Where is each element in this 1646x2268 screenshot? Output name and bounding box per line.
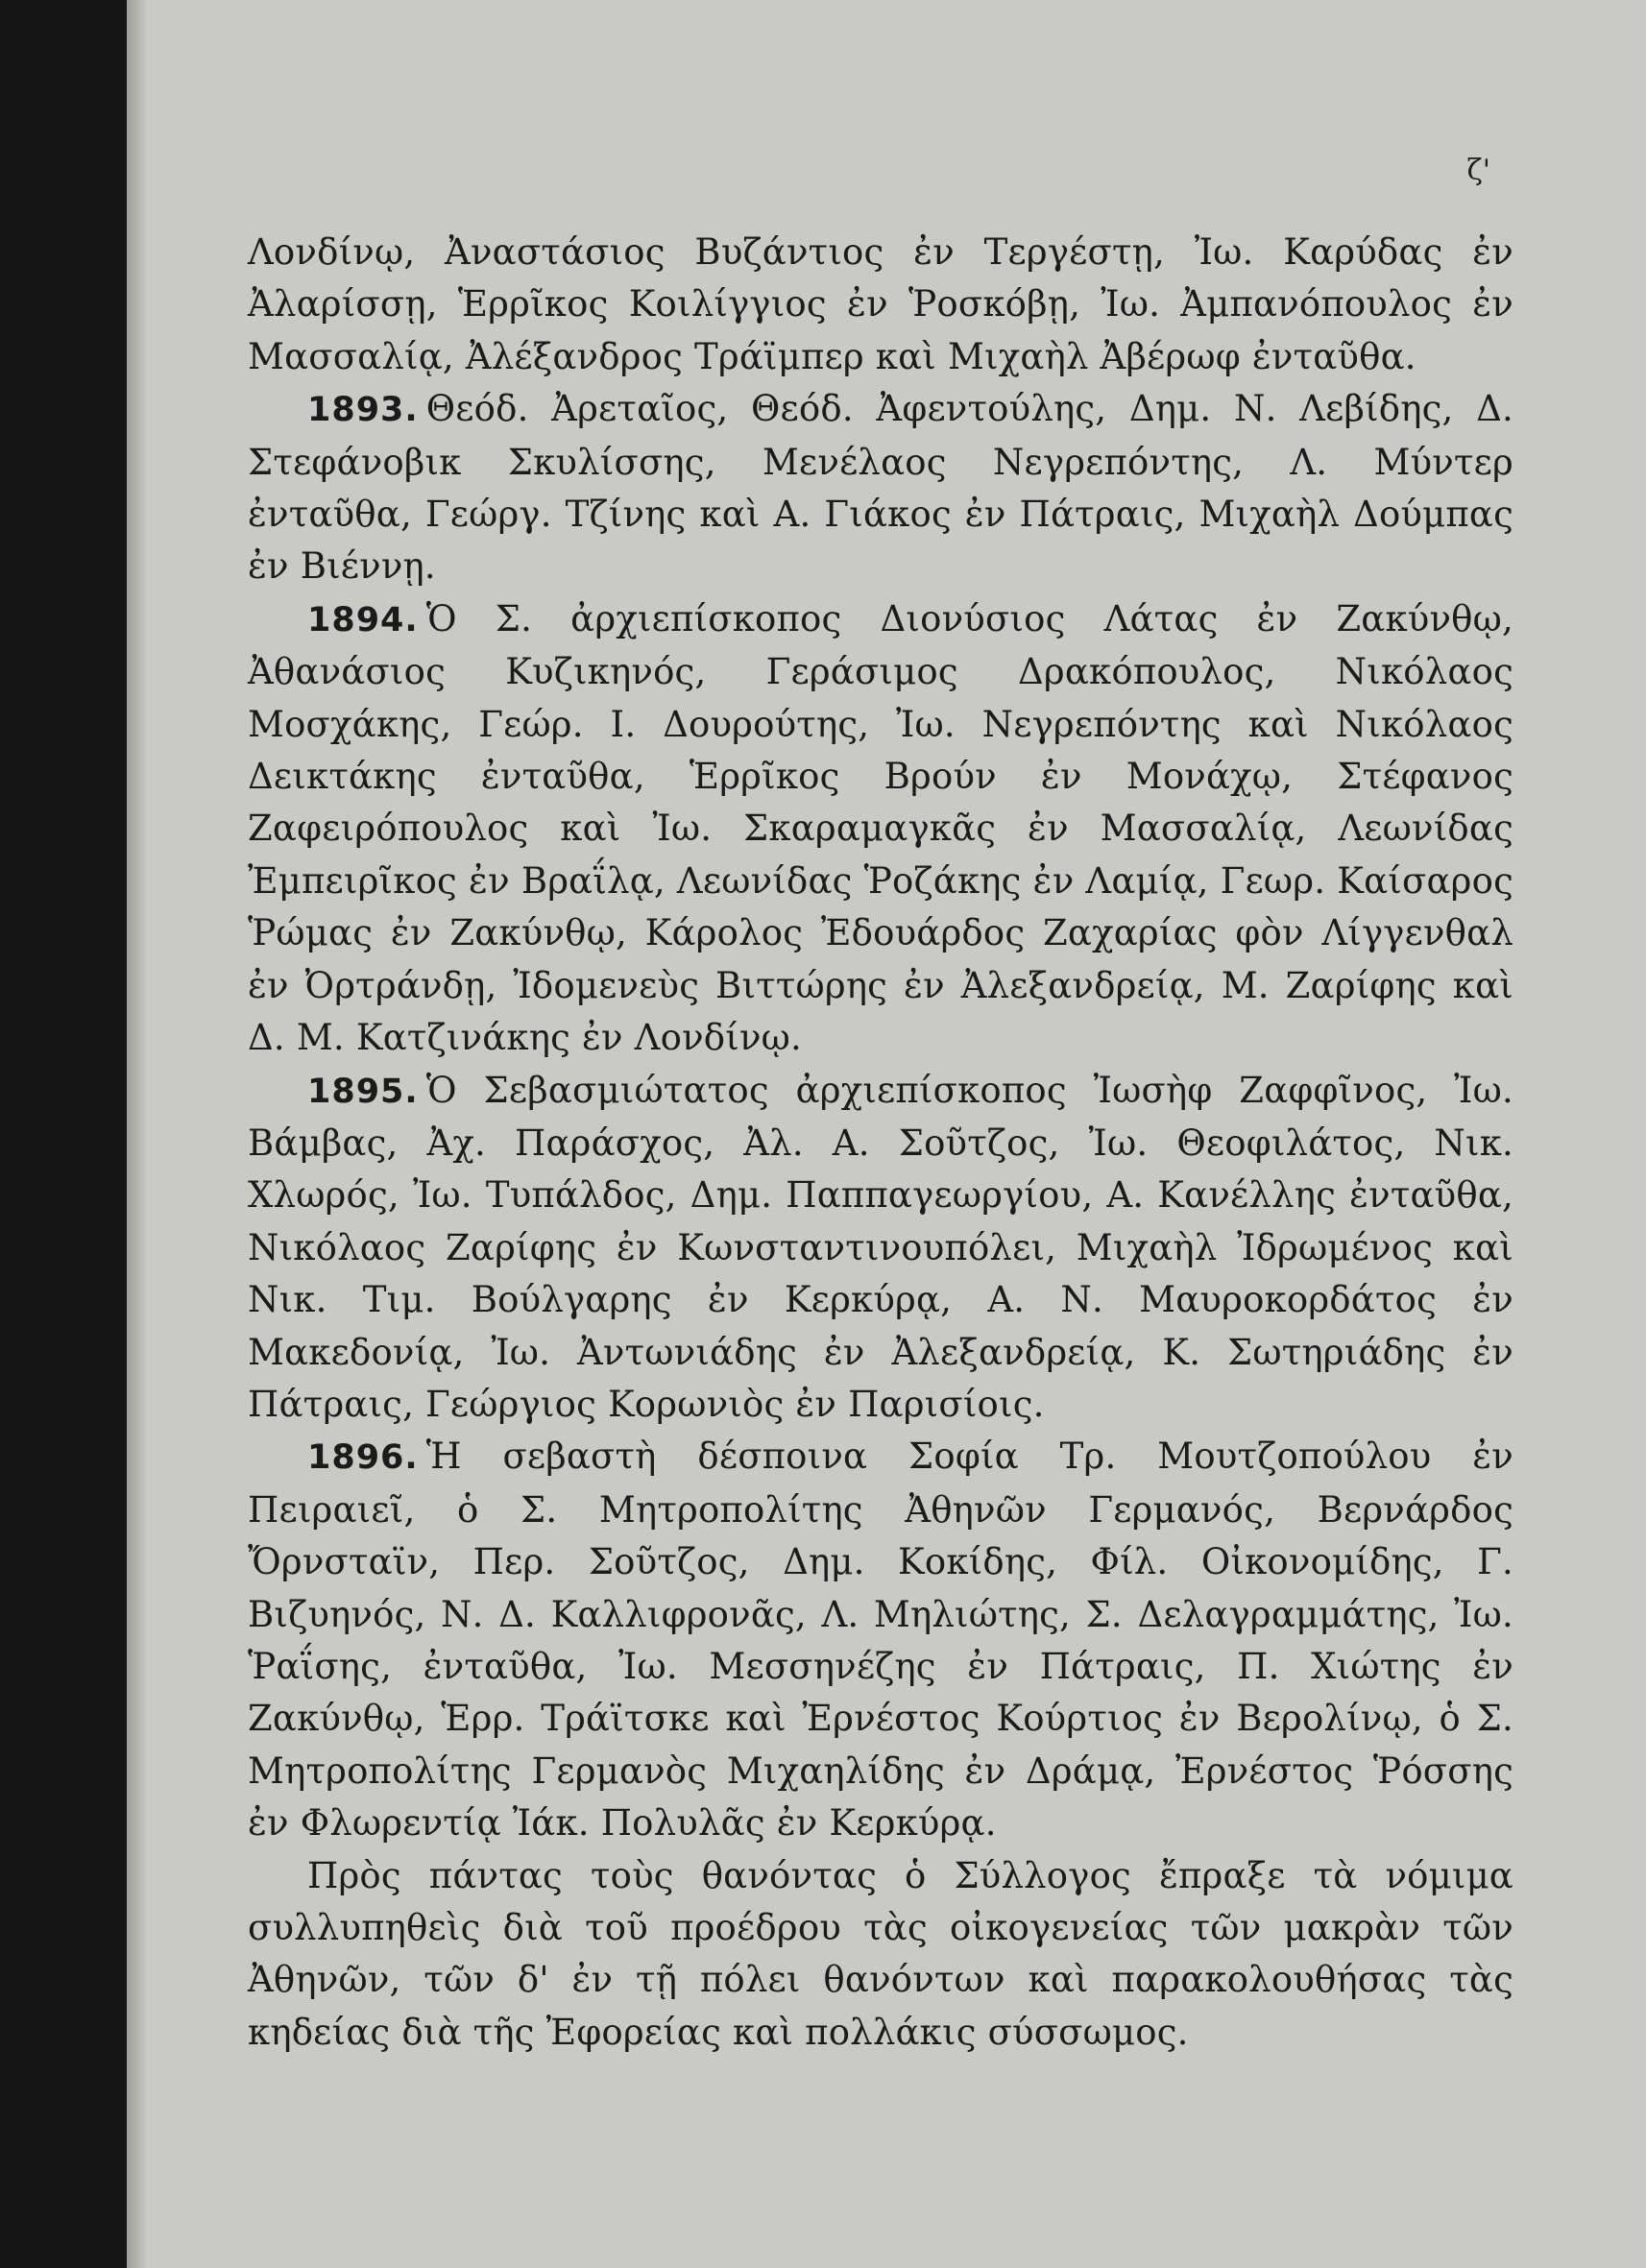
year-label: 1894. [307, 600, 419, 639]
year-label: 1893. [307, 391, 419, 430]
entry-text: Ὁ Σεβασμιώτατος ἀρχιεπίσκοπος Ἰωσὴφ Ζαφφῖνος, Ἰω. Βάμβας, Ἀχ. Παράσχος, Ἀλ. Α. Σοῦτζος, Ἰω. Θεοφιλάτος, Νικ. Χλωρός, Ἰω. Τυπάλδος, Δημ. Παππαγεωργίου, Α. Κανέλλης ἐνταῦθα, Νικόλαος Ζαρίφης ἐν Κωνσταντινουπόλει, Μιχαὴλ Ἰδρωμένος καὶ Νικ. Τιμ. Βούλγαρης ἐν Κερκύρᾳ, Α. Ν. Μαυροκορδάτος ἐν Μακεδονίᾳ, Ἰω. Ἀντωνιάδης ἐν Ἀλεξανδρείᾳ, Κ. Σωτηριάδης ἐν Πάτραις, Γεώργιος Κορωνιὸς ἐν Παρισίοις. [248, 1069, 1513, 1425]
year-label: 1895. [307, 1072, 419, 1111]
entry-text: Θεόδ. Ἀρεταῖος, Θεόδ. Ἀφεντούλης, Δημ. Ν. Λεβίδης, Δ. Στεφάνοβικ Σκυλίσσης, Μενέλαος Νεγρεπόντης, Λ. Μύντερ ἐνταῦθα, Γεώργ. Τζίνης καὶ Α. Γιάκος ἐν Πάτραις, Μιχαὴλ Δούμπας ἐν Βιέννῃ. [248, 388, 1513, 588]
year-entry-1894 [248, 593, 1513, 1065]
year-entry-1895 [248, 1065, 1513, 1432]
page-number: ζ' [1466, 154, 1490, 187]
year-entry-1896 [248, 1431, 1513, 1849]
year-label: 1896. [307, 1438, 419, 1478]
year-entry-1893 [248, 383, 1513, 593]
body-text [248, 227, 1513, 2059]
entry-text: Ὁ Σ. ἀρχιεπίσκοπος Διονύσιος Λάτας ἐν Ζακύνθῳ, Ἀθανάσιος Κυζικηνός, Γεράσιμος Δρακόπουλος, Νικόλαος Μοσχάκης, Γεώρ. Ι. Δουρούτης, Ἰω. Νεγρεπόντης καὶ Νικόλαος Δεικτάκης ἐνταῦθα, Ἑρρῖκος Βρούν ἐν Μονάχῳ, Στέφανος Ζαφειρόπουλος καὶ Ἰω. Σκαραμαγκᾶς ἐν Μασσαλίᾳ, Λεωνίδας Ἐμπειρῖκος ἐν Βραΐλᾳ, Λεωνίδας Ῥοζάκης ἐν Λαμίᾳ, Γεωρ. Καίσαρος Ῥώμας ἐν Ζακύνθῳ, Κάρολος Ἐδουάρδος Ζαχαρίας φὸν Λίγγενθαλ ἐν Ὀρτράνδῃ, Ἰδομενεὺς Βιττώρης ἐν Ἀλεξανδρείᾳ, Μ. Ζαρίφης καὶ Δ. Μ. Κατζινάκης ἐν Λονδίνῳ. [248, 597, 1513, 1059]
continuation-paragraph: Λονδίνῳ, Ἀναστάσιος Βυζάντιος ἐν Τεργέστῃ, Ἰω. Καρύδας ἐν Ἀλαρίσσῃ, Ἑρρῖκος Κοιλίγγιος ἐν Ῥοσκόβῃ, Ἰω. Ἀμπανόπουλος ἐν Μασσαλίᾳ, Ἀλέξανδρος Τράϊμπερ καὶ Μιχαὴλ Ἀβέρωφ ἐνταῦθα. [248, 231, 1513, 377]
closing-paragraph: Πρὸς πάντας τοὺς θανόντας ὁ Σύλλογος ἔπραξε τὰ νόμιμα συλλυπηθεὶς διὰ τοῦ προέδρου τὰς οἰκογενείας τῶν μακρὰν τῶν Ἀθηνῶν, τῶν δ' ἐν τῇ πόλει θανόντων καὶ παρακολουθήσας τὰς κηδείας διὰ τῆς Ἐφορείας καὶ πολλάκις σύσσωμος. [248, 1854, 1513, 2053]
entry-text: Ἡ σεβαστὴ δέσποινα Σοφία Τρ. Μουτζοπούλου ἐν Πειραιεῖ, ὁ Σ. Μητροπολίτης Ἀθηνῶν Γερμανός, Βερνάρδος Ὄρνσταϊν, Περ. Σοῦτζος, Δημ. Κοκίδης, Φίλ. Οἰκονομίδης, Γ. Βιζυηνός, Ν. Δ. Καλλιφρονᾶς, Λ. Μηλιώτης, Σ. Δελαγραμμάτης, Ἰω. Ῥαΐσης, ἐνταῦθα, Ἰω. Μεσσηνέζης ἐν Πάτραις, Π. Χιώτης ἐν Ζακύνθῳ, Ἑρρ. Τράϊτσκε καὶ Ἐρνέστος Κούρτιος ἐν Βερολίνῳ, ὁ Σ. Μητροπολίτης Γερμανὸς Μιχαηλίδης ἐν Δράμᾳ, Ἐρνέστος Ῥόσσης ἐν Φλωρεντίᾳ Ἰάκ. Πολυλᾶς ἐν Κερκύρᾳ. [248, 1436, 1513, 1845]
